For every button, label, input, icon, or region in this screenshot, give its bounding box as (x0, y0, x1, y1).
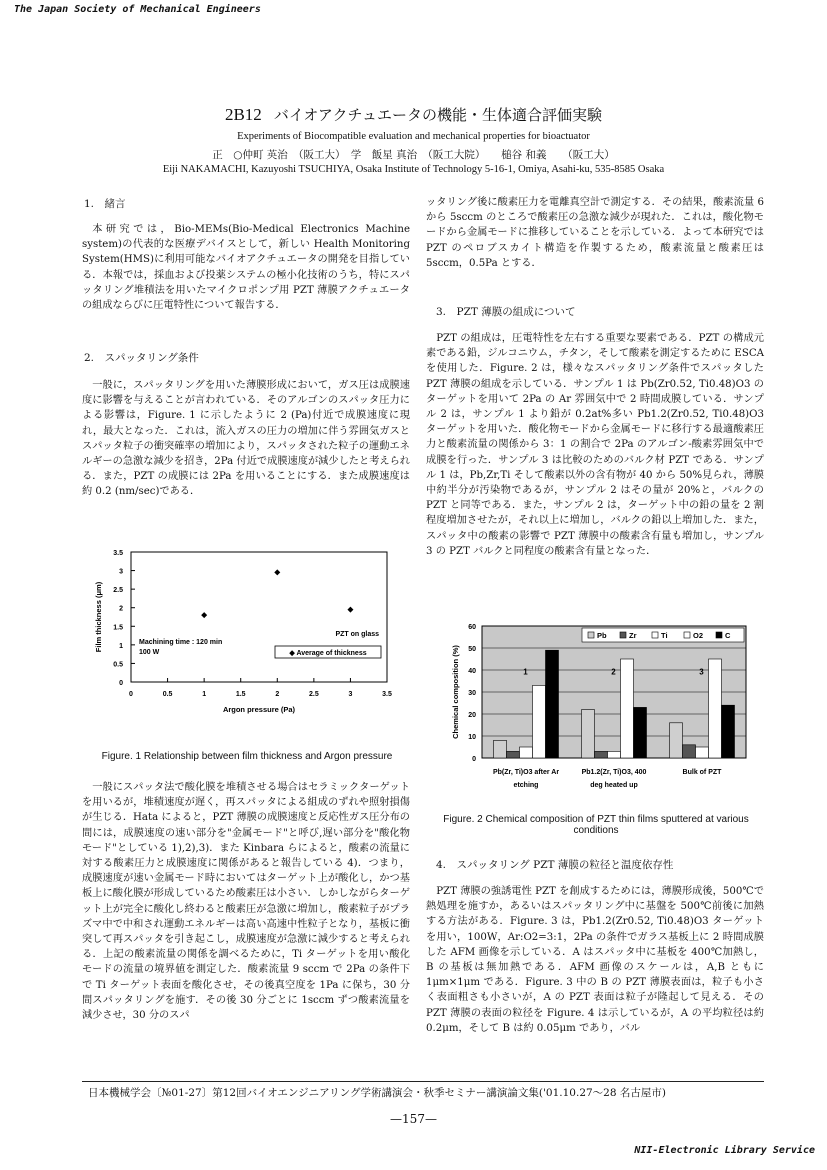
annotation-substrate: PZT on glass (335, 631, 379, 638)
legend-label: Ti (661, 631, 668, 640)
y-tick-label: 50 (468, 646, 476, 653)
page-number: —157— (390, 1112, 437, 1126)
y-tick-label: 1 (119, 642, 123, 650)
x-tick-label: 3.5 (382, 691, 392, 698)
annotation-power: 100 W (139, 649, 160, 656)
paper-title-en: Experiments of Biocompatible evaluation and mechanical properties for bioactuator (237, 131, 590, 142)
category-label: Bulk of PZT (682, 769, 722, 776)
y-tick-label: 2 (119, 605, 123, 613)
bar-o2 (621, 659, 634, 758)
legend-swatch (588, 632, 594, 638)
y-axis-label: Film thickness (μm) (94, 581, 103, 653)
footer-divider (82, 1081, 764, 1082)
figure-1-chart (76, 540, 416, 726)
legend-swatch (652, 632, 658, 638)
group-label: 3 (699, 667, 704, 677)
bar-pb (582, 710, 595, 758)
y-tick-label: 3 (119, 568, 123, 576)
x-tick-label: 3 (348, 691, 353, 698)
section-1-title: 1. 緒言 (84, 198, 126, 210)
authors-en: Eiji NAKAMACHI, Kazuyoshi TSUCHIYA, Osaka Institute of Technology 5-16-1, Omiya, Asahi-ku, 535-8585 Osaka (162, 164, 665, 175)
y-tick-label: 10 (468, 734, 476, 741)
figure-2-plot (451, 624, 746, 789)
legend-swatch (684, 632, 690, 638)
legend-label: O2 (693, 631, 704, 640)
x-tick-label: 0 (129, 691, 133, 698)
plot-frame (131, 552, 387, 682)
section-2-text-2: 一般にスパッタ法で酸化膜を堆積させる場合はセラミックターゲットを用いるが，堆積速度が遅く，再スパッタによる組成のずれや照射損傷が生じる．Hata によると，PZT 薄膜の成膜速度と反応性ガス圧分布の間には，成膜速度の速い部分を"金属モード"と呼び,遅い部分を"酸化物モード"としている 1),2),3)．また Kinbara らによると，酸素の流量に対する酸素圧力と成膜速度に関係があると報告している 4)．つまり，成膜速度が速い金属モード時においてはターゲット上が酸化し，かつ基板上に酸化膜が形成しているため酸素圧は小さい．しかしながらターゲット上が完全に酸化し終わると酸素圧が急激に増加し，酸素粒子がプラズマ中で中和され運動エネルギーは高い高速中性粒子となり，基板に衝突して再スパッタを引き起こし，成膜速度が急激に減少すると考えられる．上記の酸素流量の関係を調べるために，Ti ターゲットを用い酸化モードの流量の境界値を測定した．酸素流量 9 sccm で 2Pa の条件下で Ti ターゲット表面を酸化させ，その後真空度を 1Pa に保ち，30 分間スパッタリングを施す．その後 30 分ごとに 1sccm ずつ酸素流量を減少させ，30 分のスパ (82, 782, 410, 1022)
figure-1-plot (94, 550, 392, 714)
bar-o2 (709, 659, 722, 758)
section-1-text: 本研究では，Bio-MEMs(Bio-Medical Electronics Machine system)の代表的な医療デバイスとして，新しい Health Monitoring System(HMS)に利用可能なバイオアクチュエータの開発を目指している．本報では，採血および投薬システムの極小化技術のうち，特にスパッタリング堆積法を用いたマイクロポンプ用 PZT 薄膜アクチュエータの組成ならびに圧電特性について報告する． (82, 224, 410, 312)
bar-c (634, 707, 647, 758)
y-tick-label: 0 (472, 756, 476, 763)
section-2-text: 一般に，スパッタリングを用いた薄膜形成において，ガス圧は成膜速度に影響を与えることが言われている．そのアルゴンのスパッタ圧力による影響は，Figure. 1 に示したように 2 (Pa)付近で成膜速度に現れ，最大となった．これは，流入ガスの圧力の増加に伴う雰囲気ガスとスパッタ粒子の衝突確率の増加により，スパッタされた粒子の運動エネルギーの急激な減少を招き，2Pa 付近で成膜速度が減少したと考えられる．また，PZT の成膜には 2Pa を用いることにする．また成膜速度は約 0.2 (nm/sec)である． (82, 380, 410, 498)
category-label: deg heated up (590, 782, 638, 789)
bar-zr (595, 751, 608, 758)
library-service: NII-Electronic Library Service (634, 1145, 815, 1156)
y-tick-label: 1.5 (113, 624, 123, 632)
x-tick-label: 2 (275, 691, 280, 698)
annotation-machining-time: Machining time : 120 min (139, 639, 223, 646)
bar-ti (520, 747, 533, 758)
bar-pb (494, 740, 507, 758)
authors-jp: 正 ○仲町 英治 （阪工大） 学 飯星 真治 （阪工大院） 槌谷 和義 （阪工大） (212, 149, 615, 161)
legend-label: ◆ Average of thickness (289, 650, 367, 657)
section-2-title: 2. スパッタリング条件 (84, 352, 199, 364)
y-tick-label: 20 (468, 712, 476, 719)
y-tick-label: 30 (468, 690, 476, 697)
paper-code: 2B12 (224, 105, 262, 124)
section-3-title: 3. PZT 薄膜の組成について (436, 306, 576, 318)
paper-title (0, 104, 827, 125)
y-tick-label: 40 (468, 668, 476, 675)
x-tick-label: 1.5 (235, 691, 246, 698)
legend-label: Zr (629, 631, 637, 640)
bar-ti (608, 751, 621, 758)
paper-title-jp: バイオアクチュエータの機能・生体適合評価実験 (273, 106, 603, 124)
x-tick-label: 1 (202, 691, 207, 698)
figure-2-caption: Figure. 2 Chemical composition of PZT thin films sputtered at various conditions (443, 814, 749, 836)
x-axis-label: Argon pressure (Pa) (222, 705, 296, 714)
y-tick-label: 0 (119, 680, 123, 687)
bar-o2 (533, 685, 546, 758)
bar-zr (507, 751, 520, 758)
category-label: Pb1.2(Zr, Ti)O3, 400 (581, 769, 647, 776)
y-tick-label: 2.5 (113, 587, 123, 595)
y-tick-label: 60 (468, 624, 476, 631)
society-header: The Japan Society of Mechanical Engineers (14, 4, 261, 15)
bar-ti (696, 747, 709, 758)
group-label: 2 (611, 667, 616, 677)
y-tick-label: 0.5 (113, 661, 123, 669)
continued-text: ッタリング後に酸素圧力を電離真空計で測定する．その結果，酸素流量 6 から 5sccm のところで酸素圧の急激な減少が現れた．これは，酸化物モードから金属モードに推移していることを示している．よって本研究では PZT のペロブスカイト構造を作製するため，酸素流量と酸素圧は 5sccm，0.5Pa とする． (426, 197, 764, 269)
figure-2-chart (440, 616, 760, 806)
legend-swatch (716, 632, 722, 638)
legend-label: C (725, 631, 731, 640)
bar-zr (683, 745, 696, 758)
category-label: etching (513, 782, 539, 789)
category-label: Pb(Zr, Ti)O3 after Ar (492, 769, 560, 776)
bar-c (546, 650, 559, 758)
y-tick-label: 3.5 (113, 550, 123, 557)
group-label: 1 (523, 667, 528, 677)
section-4-text: PZT 薄膜の強誘電性 PZT を創成するためには，薄膜形成後，500℃で熱処理を施すか，あるいはスパッタリング中に基盤を 500℃前後に加熱する方法がある．Figure. 3 は，Pb1.2(Zr0.52, Ti0.48)O3 ターゲットを用い，100W，Ar:O2=3:1，2Pa の条件でガラス基板上に 2 時間成膜した AFM 画像を示している．A はスパッタ中に基板を 400℃加熱し，B の基板は無加熱である．AFM 画像のスケールは，A,B ともに 1μm×1μm である．Figure. 3 中の B の PZT 薄膜表面は，粒子も小さく表面粗さも小さいが，A の PZT 表面は粒子が隆起して見える．その PZT 薄膜の表面の粒径を Figure. 4 は示しているが，A の平均粒径は約 0.2μm，そして B は約 0.05μm であり，バル (426, 886, 764, 1034)
x-tick-label: 2.5 (308, 691, 319, 698)
bar-pb (670, 723, 683, 758)
proceedings-footer: 日本機械学会〔№01-27〕第12回バイオエンジニアリング学術講演会・秋季セミナー講演論文集('01.10.27〜28 名古屋市) (88, 1087, 666, 1099)
section-4-title: 4. スパッタリング PZT 薄膜の粒径と温度依存性 (436, 859, 674, 871)
y-axis-label: Chemical composition (%) (451, 645, 460, 739)
figure-1-caption: Figure. 1 Relationship between film thickness and Argon pressure (101, 751, 393, 762)
bar-c (722, 705, 735, 758)
x-tick-label: 0.5 (162, 691, 173, 698)
legend-label: Pb (597, 631, 607, 640)
legend-swatch (620, 632, 626, 638)
section-3-text: PZT の組成は，圧電特性を左右する重要な要素である．PZT の構成元素である鉛，ジルコニウム，チタン，そして酸素を測定するために ESCA を使用した．Figure. 2 は，様々なスパッタリング条件でスパッタした PZT 薄膜の組成を示している．サンプル 1 は Pb(Zr0.52, Ti0.48)O3 のターゲットを用いて 2Pa の Ar 雰囲気中で 2 時間成膜している．サンプル 2 は，サンプル 1 より鉛が 0.2at%多い Pb1.2(Zr0.52, Ti0.48)O3 ターゲットを用いた．酸化物モードから金属モードに移行する最適酸素圧力と酸素流量の関係から 3：1 の割合で 2Pa のアルゴン-酸素雰囲気中で成膜を行った．サンプル 3 は比較のためのバルク材 PZT である．サンプル 1 は，Pb,Zr,Ti そして酸素以外の含有物が 40 から 50%見られ，薄膜中約半分が汚染物であるが，サンプル 2 はその量が 20%と，バルクの PZT と同等である．また，サンプル 2 は，ターゲット中の鉛の量を 2 割程度増加させたが，それ以上に増加し，バルクの鉛以上増加した．また，スパッタ中の酸素の影響で PZT 薄膜中の酸素含有量も増加し，サンプル 3 の PZT バルクと同程度の酸素含有量となった． (426, 333, 764, 557)
